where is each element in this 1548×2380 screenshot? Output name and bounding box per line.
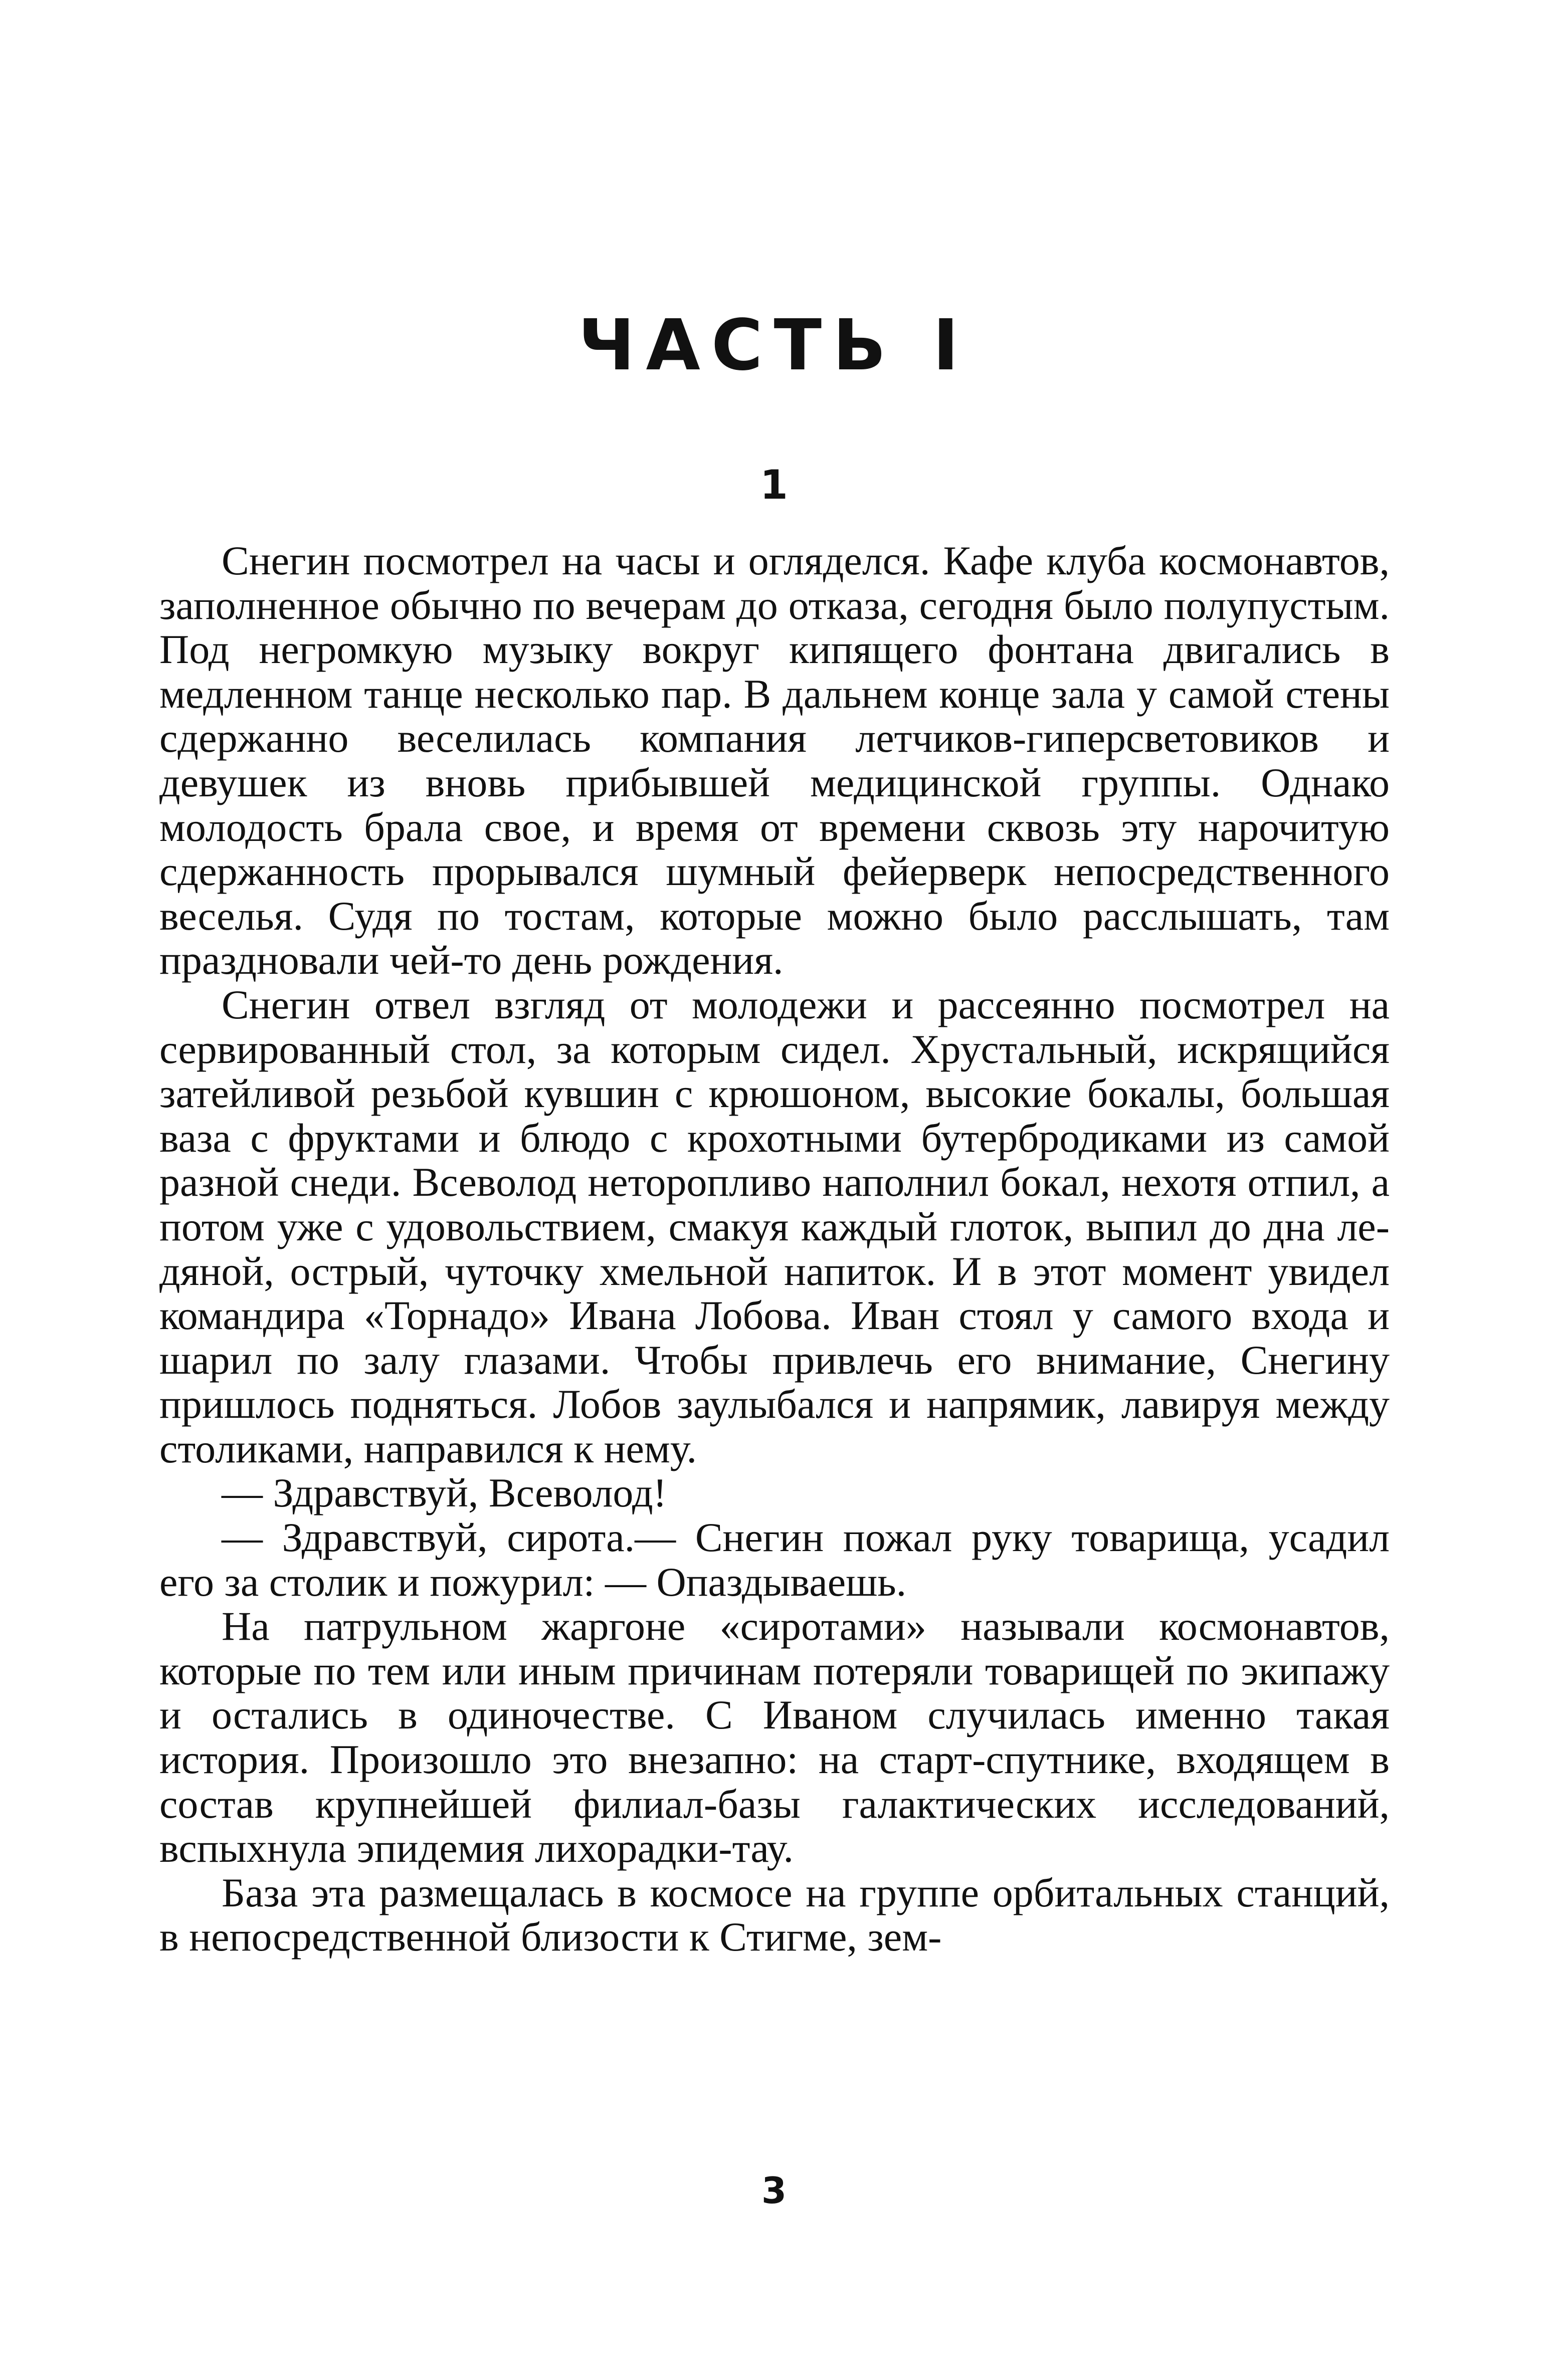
paragraph: База эта размещалась в космосе на группе орбитальных станций, в непосредственной близости к Стигме, зем-	[159, 1869, 1390, 1960]
part-title: ЧАСТЬ I	[578, 305, 970, 386]
paragraph: На патрульном жаргоне «сиротами» называли космонавтов, которые по тем или иным причинам потеряли товарищей по экипажу и остались в одиночестве. С Иваном случилась именно такая история. Произошло это внезапно: на старт-спутнике, входящем в состав крупнейшей филиал-базы галактических исследований, вспыхнула эпидемия лихорадки-тау.	[159, 1603, 1390, 1871]
body-text	[159, 539, 1390, 1960]
dialogue-line: — Здравствуй, Всеволод!	[222, 1470, 667, 1516]
chapter-number: 1	[760, 462, 788, 508]
dialogue-line: — Здравствуй, сирота.— Снегин пожал руку товарища, усадил его за столик и пожурил: — Опаздываешь.	[159, 1514, 1390, 1605]
paragraph: Снегин отвел взгляд от молодежи и рассеянно посмотрел на сервированный стол, за которым сидел. Хрустальный, искрящийся затейливой резьбой кувшин с крюшоном, высокие бокалы, большая ваза с фруктами и блюдо с крохотными бутербродиками из самой разной снеди. Всеволод неторопливо наполнил бокал, нехотя отпил, а потом уже с удовольствием, смакуя каждый глоток, выпил до дна ледяной, острый, чуточку хмельной напиток. И в этот момент увидел командира «Торнадо» Ивана Лобова. Иван стоял у самого входа и шарил по залу глазами. Чтобы привлечь его внимание, Снегину пришлось подняться. Лобов заулыбался и напрямик, лавируя между столиками, направился к нему.	[159, 981, 1390, 1471]
page-number: 3	[761, 2170, 787, 2212]
paragraph: Снегин посмотрел на часы и огляделся. Кафе клуба космонавтов, заполненное обычно по вечерам до отказа, сегодня было полупустым. Под негромкую музыку вокруг кипящего фонтана двигались в медленном танце несколько пар. В дальнем конце зала у самой стены сдержанно веселилась компания летчиков-гиперсветовиков и девушек из вновь прибывшей медицинской группы. Однако молодость брала свое, и время от времени сквозь эту нарочитую сдержанность прорывался шумный фейерверк непосредственного веселья. Судя по тостам, которые можно было расслышать, там праздновали чей-то день рождения.	[159, 538, 1390, 983]
